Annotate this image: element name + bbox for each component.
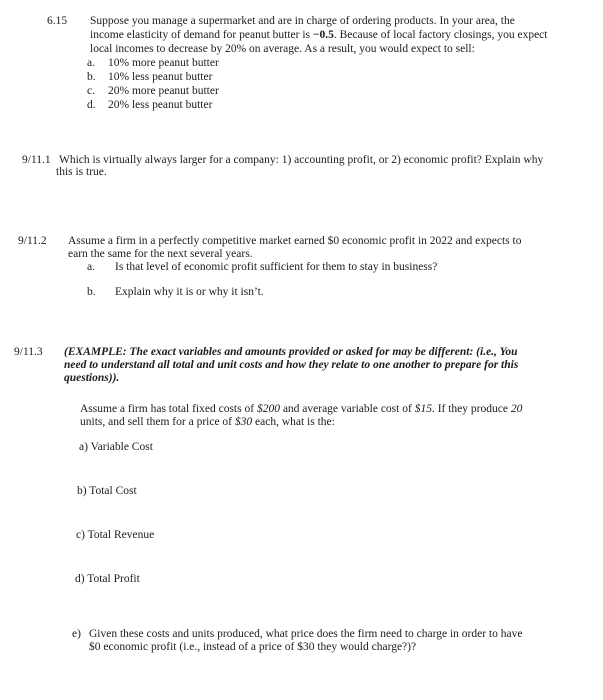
part-e-line1: Given these costs and units produced, what price does the firm need to charge in order to have (89, 628, 523, 640)
part-a-variable-cost (79, 441, 153, 454)
question-number-6-15: 6.15 (47, 15, 68, 27)
option-a-letter: a. (87, 57, 95, 69)
q9111-line2: this is true. (56, 166, 107, 178)
part-e-line2: $0 economic profit (i.e., instead of a price of $30 they would charge?)? (89, 641, 417, 653)
option-c-text: 20% more peanut butter (108, 85, 219, 97)
question-number-9-11-2: 9/11.2 (18, 235, 47, 247)
q615-line3: local incomes to decrease by 20% on average. As a result, you would expect to sell: (90, 43, 475, 55)
part-b-total-cost (77, 485, 137, 498)
part-d-letter: d) (75, 573, 85, 585)
q615-line2-pre: income elasticity of demand for peanut butter is (90, 29, 313, 41)
body-mid: and average variable cost of (279, 403, 415, 415)
part-b-label: Total Cost (89, 485, 137, 497)
part-c-label: Total Revenue (87, 529, 155, 541)
body-line2-post: each, what is the: (252, 416, 335, 428)
q9113-body-line2 (80, 416, 335, 429)
part-b-letter: b) (77, 485, 87, 497)
quantity-value: 20 (510, 403, 523, 415)
example-line3: questions)). (64, 372, 120, 384)
fixed-cost-value: $200 (256, 403, 280, 415)
q9111-line1: Which is virtually always larger for a company: 1) accounting profit, or 2) economic profit? Explain why (59, 154, 544, 166)
part-b-text: Explain why it is or why it isn’t. (115, 286, 264, 298)
part-e-letter: e) (72, 628, 81, 640)
avc-value: $15 (414, 403, 432, 415)
example-line2: need to understand all total and unit costs and how they relate to one another to prepare for this (64, 359, 519, 371)
q615-line2 (90, 29, 547, 42)
q9113-body-line1 (80, 403, 522, 416)
question-number-9-11-3: 9/11.3 (14, 346, 43, 358)
part-b-letter: b. (87, 286, 96, 298)
part-c-letter: c) (76, 529, 85, 541)
body-line2-pre: units, and sell them for a price of (80, 416, 235, 428)
q9112-line2: earn the same for the next several years. (68, 248, 253, 260)
body-mid2: . If they produce (431, 403, 511, 415)
option-b-text: 10% less peanut butter (108, 71, 213, 83)
q615-line1: Suppose you manage a supermarket and are in charge of ordering products. In your area, the (90, 15, 515, 27)
option-b-letter: b. (87, 71, 96, 83)
part-d-total-profit (75, 573, 140, 586)
part-a-label: Variable Cost (90, 441, 153, 453)
q9112-line1: Assume a firm in a perfectly competitive market earned $0 economic profit in 2022 and expects to (68, 235, 522, 247)
question-number-9-11-1: 9/11.1 (22, 154, 51, 166)
part-a-letter: a. (87, 261, 95, 273)
body-pre: Assume a firm has total fixed costs of (80, 403, 257, 415)
option-c-letter: c. (87, 85, 95, 97)
elasticity-value: −0.5 (312, 29, 334, 41)
part-d-label: Total Profit (87, 573, 140, 585)
part-a-letter: a) (79, 441, 88, 453)
price-value: $30 (234, 416, 253, 428)
part-c-total-revenue (76, 529, 154, 542)
option-d-letter: d. (87, 99, 96, 111)
option-d-text: 20% less peanut butter (108, 99, 213, 111)
option-a-text: 10% more peanut butter (108, 57, 219, 69)
part-a-text: Is that level of economic profit sufficient for them to stay in business? (115, 261, 438, 273)
q615-line2-post: . Because of local factory closings, you expect (333, 29, 548, 41)
example-line1: (EXAMPLE: The exact variables and amounts provided or asked for may be different: (i.e., You (64, 346, 518, 358)
